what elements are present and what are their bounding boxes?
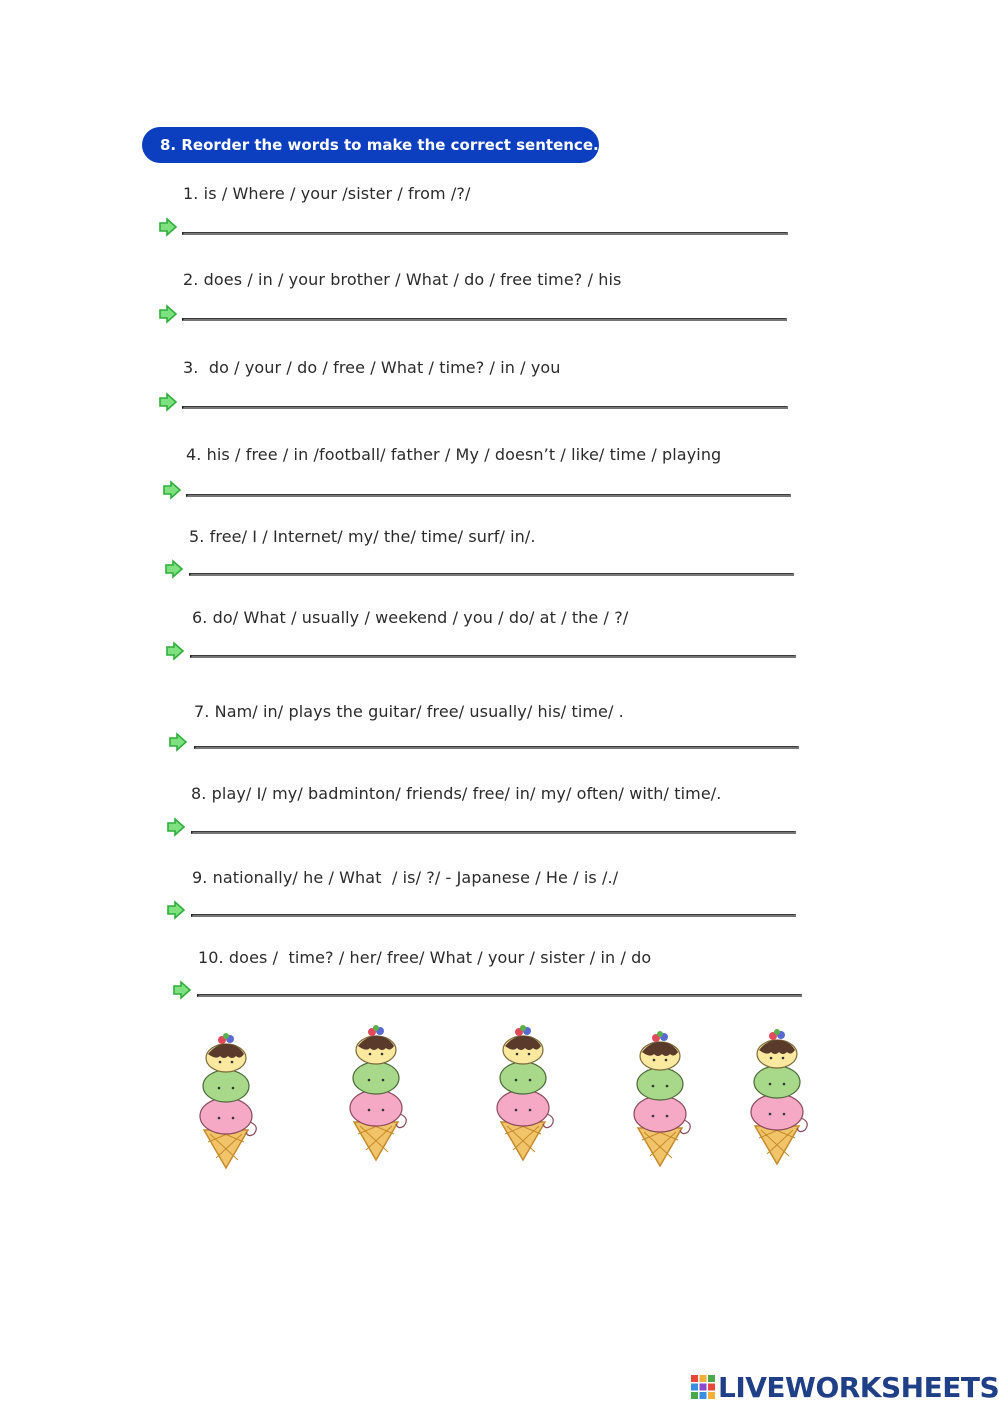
question-6: 6. do/ What / usually / weekend / you / do/ at / the / ?/ — [192, 608, 629, 627]
answer-input-8[interactable] — [191, 831, 796, 834]
instruction-title: 8. Reorder the words to make the correct sentence. — [160, 136, 599, 154]
question-2: 2. does / in / your brother / What / do / free time? / his — [183, 270, 622, 289]
ice-cream-cone-icon — [186, 1030, 266, 1170]
question-9: 9. nationally/ he / What / is/ ?/ - Japanese / He / is /./ — [192, 868, 619, 887]
answer-input-5[interactable] — [189, 573, 794, 576]
ice-cream-cone-icon — [483, 1022, 563, 1162]
logo-text: LIVEWORKSHEETS — [718, 1370, 999, 1404]
question-1: 1. is / Where / your /sister / from /?/ — [183, 184, 471, 203]
answer-input-9[interactable] — [191, 914, 796, 917]
answer-input-1[interactable] — [182, 232, 788, 235]
question-10: 10. does / time? / her/ free/ What / your / sister / in / do — [198, 948, 652, 967]
instruction-header — [142, 127, 599, 163]
answer-input-3[interactable] — [182, 406, 788, 409]
green-arrow-icon — [166, 900, 186, 920]
liveworksheets-logo-icon — [690, 1374, 716, 1400]
question-8: 8. play/ I/ my/ badminton/ friends/ free/ in/ my/ often/ with/ time/. — [191, 784, 722, 803]
green-arrow-icon — [158, 392, 178, 412]
green-arrow-icon — [172, 980, 192, 1000]
green-arrow-icon — [165, 641, 185, 661]
green-arrow-icon — [166, 817, 186, 837]
question-3: 3. do / your / do / free / What / time? / in / you — [183, 358, 561, 377]
green-arrow-icon — [158, 217, 178, 237]
question-4: 4. his / free / in /football/ father / My / doesn’t / like/ time / playing — [186, 445, 722, 464]
green-arrow-icon — [158, 304, 178, 324]
question-7: 7. Nam/ in/ plays the guitar/ free/ usually/ his/ time/ . — [194, 702, 624, 721]
liveworksheets-logo[interactable] — [690, 1370, 999, 1404]
ice-cream-cone-icon — [336, 1022, 416, 1162]
ice-cream-cone-icon — [737, 1026, 817, 1166]
answer-input-4[interactable] — [186, 494, 791, 497]
green-arrow-icon — [168, 732, 188, 752]
answer-input-7[interactable] — [194, 746, 799, 749]
answer-input-2[interactable] — [182, 318, 787, 321]
ice-cream-cone-icon — [620, 1028, 700, 1168]
answer-input-10[interactable] — [197, 994, 802, 997]
question-5: 5. free/ I / Internet/ my/ the/ time/ surf/ in/. — [189, 527, 536, 546]
green-arrow-icon — [164, 559, 184, 579]
answer-input-6[interactable] — [190, 655, 796, 658]
green-arrow-icon — [162, 480, 182, 500]
